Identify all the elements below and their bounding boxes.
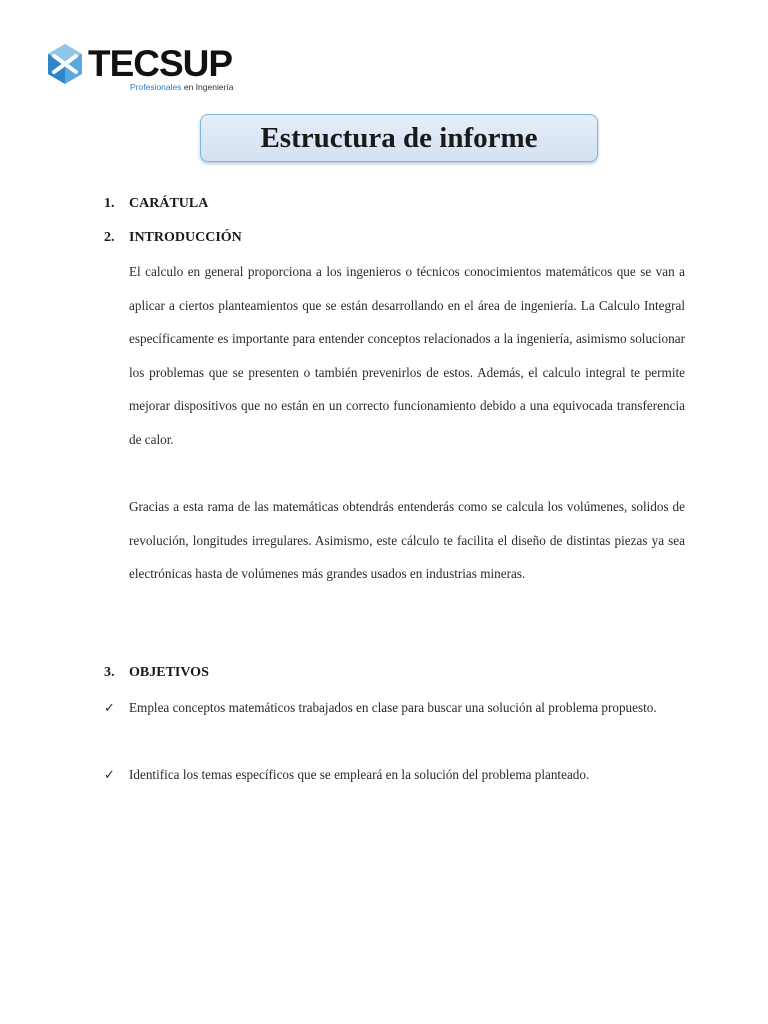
section-number: 1. <box>104 196 115 211</box>
logo-wordmark: TECSUP <box>88 43 233 84</box>
tecsup-emblem-icon <box>40 42 90 92</box>
objective-item <box>104 691 694 725</box>
section-heading-caratula <box>104 196 208 212</box>
tecsup-logo <box>40 42 234 96</box>
title-banner <box>200 114 598 162</box>
objective-text: Identifica los temas específicos que se empleará en la solución del problema planteado. <box>129 767 590 782</box>
logo-tagline-part2: en Ingeniería <box>181 82 234 92</box>
logo-tagline <box>130 82 234 92</box>
intro-paragraph-1: El calculo en general proporciona a los ingenieros o técnicos conocimientos matemáticos que se van a aplicar a ciertos planteamientos que se están desarrollando en el área de ingeniería. La Calculo Integral específicamente es importante para entender conceptos relacionados a la ingeniería, asimismo solucionar los problemas que se presenten o también prevenirlos de estos. Además, el calculo integral te permite mejorar dispositivos que no están en un correcto funcionamiento debido a una equivocada transferencia de calor. <box>129 264 685 447</box>
objective-item <box>104 758 694 792</box>
section-heading-introduccion <box>104 230 242 246</box>
section-label: CARÁTULA <box>129 196 209 211</box>
checkmark-icon: ✓ <box>104 700 116 715</box>
objective-text: Emplea conceptos matemáticos trabajados en clase para buscar una solución al problema propuesto. <box>129 700 657 715</box>
logo-tagline-part1: Profesionales <box>130 82 182 92</box>
section-number: 3. <box>104 665 115 680</box>
section-number: 2. <box>104 230 115 245</box>
intro-paragraph-2: Gracias a esta rama de las matemáticas obtendrás entenderás como se calcula los volúmenes, solidos de revolución, longitudes irregulares. Asimismo, este cálculo te facilita el diseño de distintas piezas ya sea electrónicas hasta de volúmenes más grandes usados en industrias mineras. <box>129 499 685 582</box>
checkmark-icon: ✓ <box>104 767 116 782</box>
section-label: OBJETIVOS <box>129 665 209 680</box>
page-title: Estructura de informe <box>260 121 538 154</box>
section-heading-objetivos <box>104 665 209 681</box>
section-label: INTRODUCCIÓN <box>129 230 242 245</box>
